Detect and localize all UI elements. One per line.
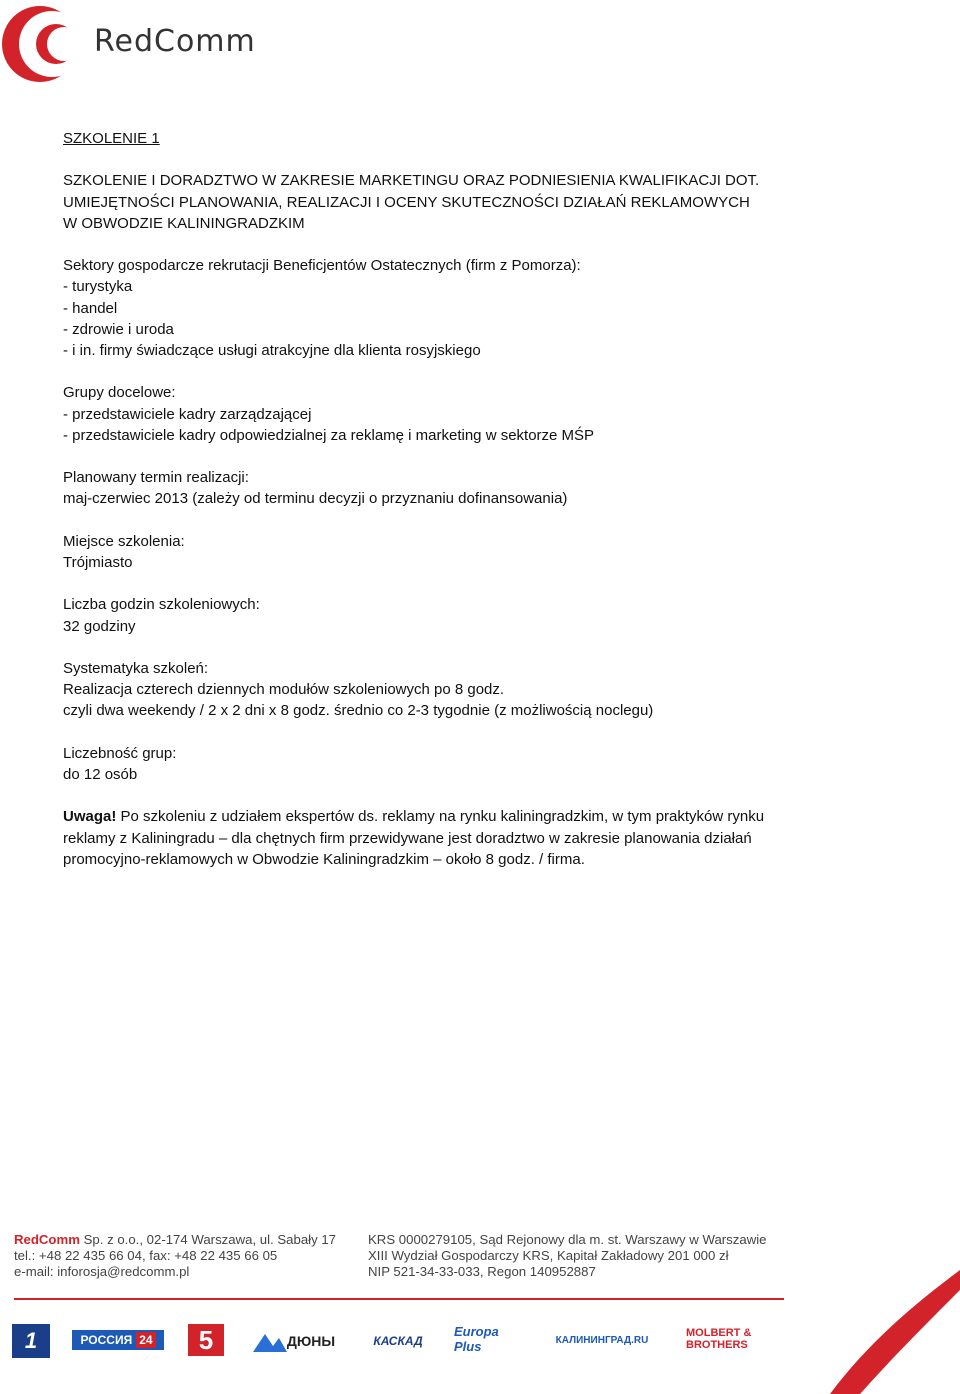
term-value: maj-czerwiec 2013 (zależy od terminu decyzji o przyznaniu dofinansowania): [63, 490, 568, 508]
document-body: [63, 128, 923, 870]
hours-value: 32 godziny: [63, 617, 136, 635]
rossiya-text: РОССИЯ: [80, 1333, 133, 1347]
kaskad-logo: КАСКАД: [373, 1334, 423, 1348]
company-logo: [0, 0, 300, 90]
place-value: Trójmiasto: [63, 553, 133, 571]
note-label: Uwaga!: [63, 808, 117, 826]
red-swoosh-icon: [820, 1260, 960, 1394]
footer-krs: KRS 0000279105, Sąd Rejonowy dla m. st. Warszawy w Warszawie: [368, 1232, 767, 1247]
system-line: czyli dwa weekendy / 2 x 2 dni x 8 godz. średnio co 2-3 tygodnie (z możliwością noclegu): [63, 702, 654, 720]
logo-wordmark: RedComm: [94, 24, 256, 59]
term-label: Planowany termin realizacji:: [63, 469, 249, 487]
europa-plus-logo: Europa Plus: [454, 1324, 499, 1354]
media-partners-row: [0, 1316, 820, 1366]
note-text: Po szkoleniu z udziałem ekspertów ds. reklamy na rynku kaliningradzkim, w tym praktyków rynku: [116, 808, 765, 826]
logo-mark-icon: [0, 0, 92, 92]
sectors-label: Sektory gospodarcze rekrutacji Beneficjentów Ostatecznych (firm z Pomorza):: [63, 257, 581, 275]
note-line-3: promocyjno-reklamowych w Obwodzie Kaliningradzkim – około 8 godz. / firma.: [63, 850, 585, 868]
hours-label: Liczba godzin szkoleniowych:: [63, 596, 260, 614]
footer-court: XIII Wydział Gospodarczy KRS, Kapitał Zakładowy 201 000 zł: [368, 1248, 729, 1264]
rossiya-24-text: 24: [136, 1332, 155, 1348]
footer-email: e-mail: inforosja@redcomm.pl: [14, 1264, 190, 1280]
sector-item: - zdrowie i uroda: [63, 320, 174, 338]
document-title: SZKOLENIE 1: [63, 130, 160, 147]
place-label: Miejsce szkolenia:: [63, 532, 185, 550]
note-line-2: reklamy z Kaliningradu – dla chętnych firm przewidywane jest doradztwo w zakresie planowania działań: [63, 829, 752, 847]
kaliningrad-ru-logo: КАЛИНИНГРАД.RU: [555, 1334, 649, 1346]
sector-item: - handel: [63, 299, 118, 317]
note-line-1: [63, 806, 923, 827]
sector-item: - i in. firmy świadczące usługi atrakcyjne dla klienta rosyjskiego: [63, 342, 481, 359]
footer-registration-info: [368, 1232, 808, 1281]
footer-address: [14, 1232, 354, 1248]
dyuny-mark-icon: [253, 1330, 287, 1352]
footer-divider: [14, 1298, 784, 1300]
rossiya-24-logo: [72, 1330, 164, 1350]
heading-line-2: UMIEJĘTNOŚCI PLANOWANIA, REALIZACJI I OCENY SKUTECZNOŚCI DZIAŁAŃ REKLAMOWYCH: [63, 193, 750, 211]
system-label: Systematyka szkoleń:: [63, 659, 209, 677]
sector-item: - turystyka: [63, 278, 133, 296]
footer-company-info: [14, 1232, 354, 1281]
heading-line-1: SZKOLENIE I DORADZTWO W ZAKRESIE MARKETINGU ORAZ PODNIESIENIA KWALIFIKACJI DOT.: [63, 172, 760, 190]
footer-phone: tel.: +48 22 435 66 04, fax: +48 22 435 66 05: [14, 1248, 278, 1264]
group-size-value: do 12 osób: [63, 765, 138, 783]
heading-line-3: W OBWODZIE KALININGRADZKIM: [63, 214, 305, 232]
group-size-label: Liczebność grup:: [63, 744, 177, 762]
channel-5-logo: 5: [188, 1324, 224, 1356]
dyuny-logo: [246, 1326, 342, 1356]
molbert-brothers-logo: MOLBERT & BROTHERS: [686, 1327, 752, 1351]
group-item: - przedstawiciele kadry zarządzającej: [63, 405, 312, 423]
footer-nip: NIP 521-34-33-033, Regon 140952887: [368, 1264, 596, 1280]
dyuny-text: ДЮНЫ: [286, 1333, 336, 1349]
footer-company-name: RedComm: [14, 1232, 80, 1247]
groups-label: Grupy docelowe:: [63, 384, 176, 402]
system-line: Realizacja czterech dziennych modułów szkoleniowych po 8 godz.: [63, 681, 505, 699]
footer-address-text: Sp. z o.o., 02-174 Warszawa, ul. Sabały 17: [79, 1232, 337, 1247]
group-item: - przedstawiciele kadry odpowiedzialnej za reklamę i marketing w sektorze MŚP: [63, 426, 595, 444]
perviy-kanal-logo: 1: [12, 1324, 50, 1358]
